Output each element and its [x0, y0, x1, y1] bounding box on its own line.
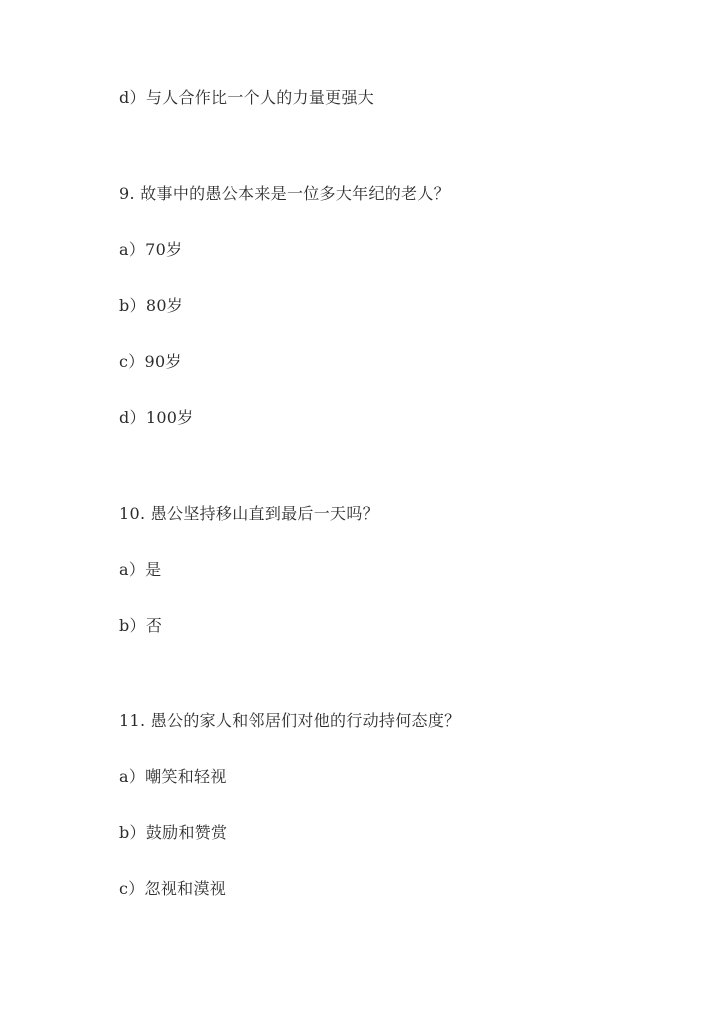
q9-option-b: b）80岁: [119, 296, 184, 315]
q9-option-a: a）70岁: [119, 240, 183, 259]
q10-option-a: a）是: [119, 560, 162, 579]
q10-question: 10. 愚公坚持移山直到最后一天吗？: [119, 504, 379, 523]
q11-option-a: a）嘲笑和轻视: [119, 767, 227, 786]
q9-option-d: d）100岁: [119, 408, 194, 427]
q8-option-d: d）与人合作比一个人的力量更强大: [119, 88, 375, 107]
q9-question: 9. 故事中的愚公本来是一位多大年纪的老人？: [119, 184, 450, 203]
q11-question: 11. 愚公的家人和邻居们对他的行动持何态度？: [119, 711, 461, 730]
q11-option-c: c）忽视和漠视: [119, 879, 227, 898]
q11-option-b: b）鼓励和赞赏: [119, 823, 228, 842]
q9-option-c: c）90岁: [119, 352, 182, 371]
q10-option-b: b）否: [119, 616, 163, 635]
